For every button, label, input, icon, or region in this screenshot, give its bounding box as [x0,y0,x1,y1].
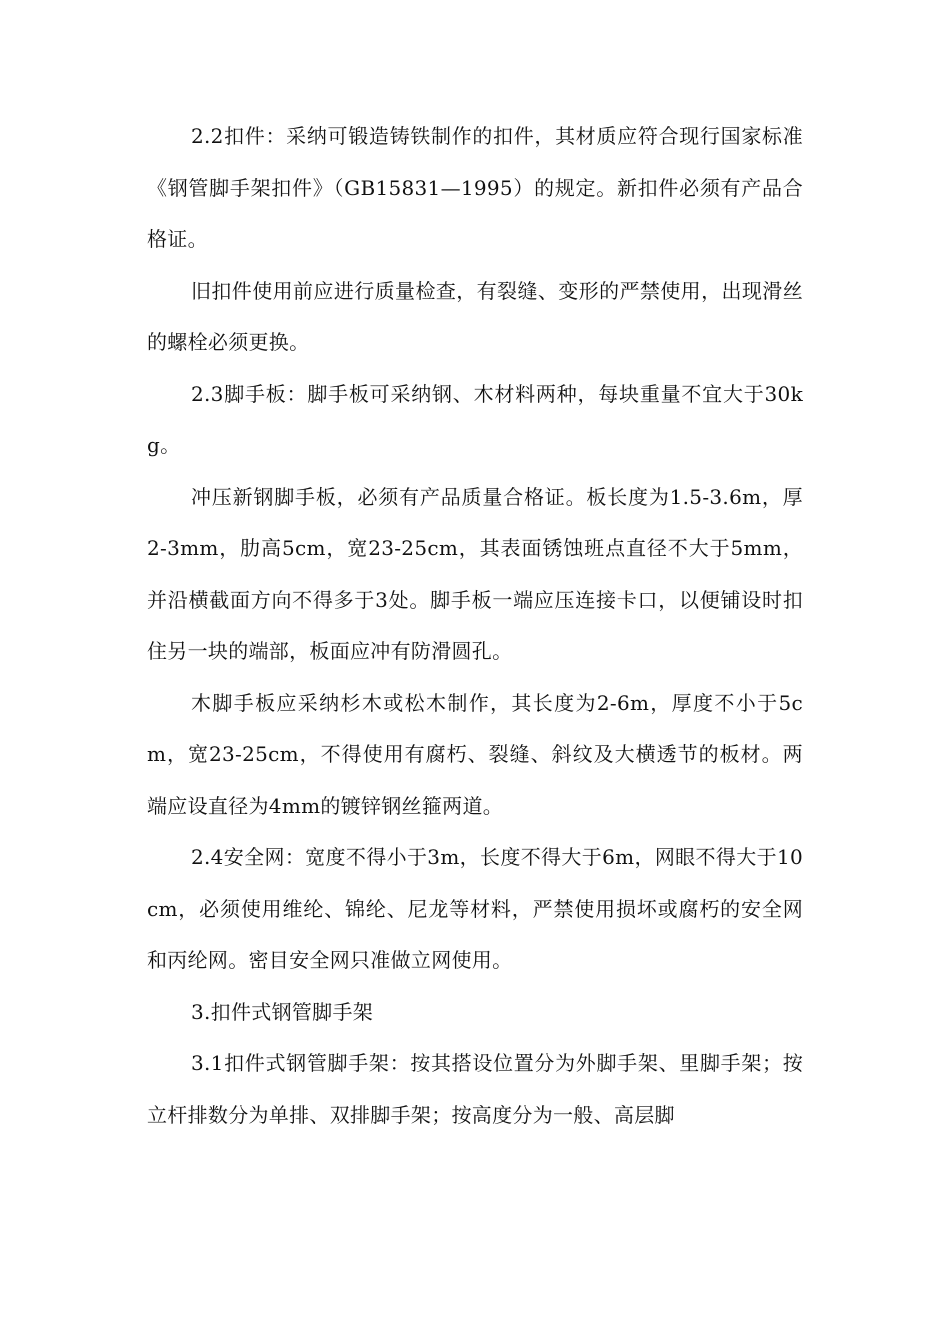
paragraph-wood-boards: 木脚手板应采纳杉木或松木制作，其长度为2-6m，厚度不小于5cm，宽23-25cm，不得使用有腐朽、裂缝、斜纹及大横透节的板材。两端应设直径为4mm的镀锌钢丝箍两道。 [147,690,803,818]
paragraph-3-1-scaffold-types: 3.1扣件式钢管脚手架：按其搭设位置分为外脚手架、里脚手架；按立杆排数分为单排、双排脚手架；按高度分为一般、高层脚 [147,1051,803,1127]
paragraph-2-4-safety-net: 2.4安全网：宽度不得小于3m，长度不得大于6m，网眼不得大于10cm，必须使用维纶、锦纶、尼龙等材料，严禁使用损坏或腐朽的安全网和丙纶网。密目安全网只准做立网使用。 [147,845,803,972]
document-body [147,111,803,1141]
paragraph-2-2-fasteners: 2.2扣件：采纳可锻造铸铁制作的扣件，其材质应符合现行国家标准《钢管脚手架扣件》（GB15831—1995）的规定。新扣件必须有产品合格证。 [147,124,803,251]
paragraph-old-fasteners: 旧扣件使用前应进行质量检查，有裂缝、变形的严禁使用，出现滑丝的螺栓必须更换。 [147,278,803,354]
paragraph-2-3-scaffold-boards: 2.3脚手板：脚手板可采纳钢、木材料两种，每块重量不宜大于30kg。 [147,381,803,457]
section-heading-3: 3.扣件式钢管脚手架 [191,999,374,1024]
paragraph-steel-boards: 冲压新钢脚手板，必须有产品质量合格证。板长度为1.5-3.6m，厚2-3mm，肋高5cm，宽23-25cm，其表面锈蚀班点直径不大于5mm，并沿横截面方向不得多于3处。脚手板一端应压连接卡口，以便铺设时扣住另一块的端部，板面应冲有防滑圆孔。 [147,484,803,663]
